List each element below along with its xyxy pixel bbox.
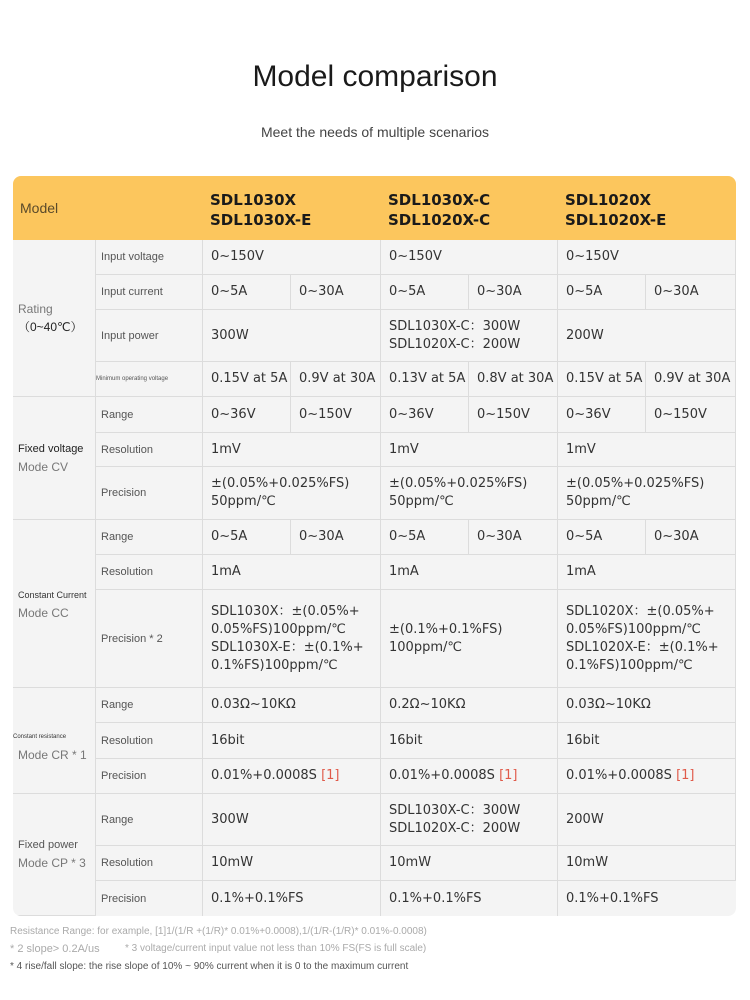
cell-cp-precision-b: 0.1%+0.1%FS <box>381 881 558 916</box>
cell-input-power-c: 200W <box>558 310 736 362</box>
row-label-cp-resolution: Resolution <box>96 846 203 881</box>
table-header <box>13 176 736 240</box>
cell-cv-range-c2: 0~150V <box>646 397 736 433</box>
cv-cat-line1: Fixed voltage <box>18 443 84 455</box>
cell-input-voltage-c: 0~150V <box>558 240 736 275</box>
cell-cv-range-a1: 0~36V <box>203 397 291 433</box>
cell-cv-precision-b: ±(0.05%+0.025%FS) 50ppm/℃ <box>381 467 558 520</box>
footnote-3: * 3 voltage/current input value not less than 10% FS(FS is full scale) <box>125 943 427 954</box>
cell-cp-range-c: 200W <box>558 794 736 846</box>
footnote-2: * 2 slope> 0.2A/us <box>10 943 100 955</box>
model-3-line2: SDL1020X-E <box>565 211 667 229</box>
cp-cat-line1: Fixed power <box>18 839 78 851</box>
cell-cc-precision-b: ±(0.1%+0.1%FS) 100ppm/℃ <box>381 590 558 688</box>
model-2-line1: SDL1030X-C <box>388 191 491 209</box>
cell-cr-range-c: 0.03Ω~10KΩ <box>558 688 736 723</box>
row-label-cr-precision: Precision <box>96 759 203 794</box>
cell-cr-resolution-b: 16bit <box>381 723 558 759</box>
cp-cat-line2: Mode CP * 3 <box>18 856 86 870</box>
cell-cc-precision-c: SDL1020X：±(0.05%+ 0.05%FS)100ppm/℃ SDL1020X-E：±(0.1%+ 0.1%FS)100ppm/℃ <box>558 590 736 688</box>
row-label-input-current: Input current <box>96 275 203 310</box>
category-cv <box>13 397 96 520</box>
cell-cc-precision-a: SDL1030X：±(0.05%+ 0.05%FS)100ppm/℃ SDL1030X-E：±(0.1%+ 0.1%FS)100ppm/℃ <box>203 590 381 688</box>
comparison-table <box>13 176 736 916</box>
category-cc <box>13 520 96 688</box>
row-label-cp-range: Range <box>96 794 203 846</box>
model-1-line2: SDL1030X-E <box>210 211 312 229</box>
category-cr <box>13 688 96 794</box>
cell-input-power-b: SDL1030X-C：300W SDL1020X-C：200W <box>381 310 558 362</box>
model-1-line1: SDL1030X <box>210 191 297 209</box>
cr-precision-b-value: 0.01%+0.0008S <box>389 768 495 783</box>
rating-cat-line2: （0~40℃） <box>18 320 83 334</box>
row-label-cv-resolution: Resolution <box>96 433 203 467</box>
row-label-cc-range: Range <box>96 520 203 555</box>
cell-cr-range-a: 0.03Ω~10KΩ <box>203 688 381 723</box>
cell-input-current-a1: 0~5A <box>203 275 291 310</box>
row-label-input-voltage: Input voltage <box>96 240 203 275</box>
rating-cat-line1: Rating <box>18 302 53 316</box>
category-cp <box>13 794 96 916</box>
header-model-2 <box>388 190 490 230</box>
row-label-cp-precision: Precision <box>96 881 203 916</box>
cell-cv-resolution-b: 1mV <box>381 433 558 467</box>
cell-cc-range-c1: 0~5A <box>558 520 646 555</box>
cell-input-current-c2: 0~30A <box>646 275 736 310</box>
model-2-line2: SDL1020X-C <box>388 211 491 229</box>
cell-cr-resolution-c: 16bit <box>558 723 736 759</box>
row-label-cc-precision: Precision * 2 <box>96 590 203 688</box>
cell-cc-range-a2: 0~30A <box>291 520 381 555</box>
row-label-cv-precision: Precision <box>96 467 203 520</box>
cv-cat-line2: Mode CV <box>18 460 69 474</box>
cell-cp-range-a: 300W <box>203 794 381 846</box>
page-subtitle: Meet the needs of multiple scenarios <box>260 124 489 140</box>
cell-cc-resolution-c: 1mA <box>558 555 736 590</box>
cr-precision-c-value: 0.01%+0.0008S <box>566 768 672 783</box>
cell-cc-range-b1: 0~5A <box>381 520 469 555</box>
category-rating <box>13 240 96 397</box>
footnote-4: * 4 rise/fall slope: the rise slope of 10% ~ 90% current when it is 0 to the maximum current <box>10 961 409 972</box>
cell-input-current-a2: 0~30A <box>291 275 381 310</box>
cell-cr-range-b: 0.2Ω~10KΩ <box>381 688 558 723</box>
cell-cv-resolution-c: 1mV <box>558 433 736 467</box>
cc-cat-line1: Constant Current <box>18 589 87 600</box>
cr-precision-a-value: 0.01%+0.0008S <box>211 768 317 783</box>
row-label-cr-range: Range <box>96 688 203 723</box>
cc-cat-line2: Mode CC <box>18 605 69 620</box>
cell-cp-range-b: SDL1030X-C：300W SDL1020X-C：200W <box>381 794 558 846</box>
cell-cc-range-a1: 0~5A <box>203 520 291 555</box>
cell-cv-precision-a: ±(0.05%+0.025%FS) 50ppm/℃ <box>203 467 381 520</box>
cell-input-voltage-a: 0~150V <box>203 240 381 275</box>
model-3-line1: SDL1020X <box>565 191 652 209</box>
row-label-min-voltage: Minimum operating voltage <box>96 362 203 397</box>
cell-cp-precision-a: 0.1%+0.1%FS <box>203 881 381 916</box>
footnote-ref-1: [1] <box>676 768 695 783</box>
row-label-input-power: Input power <box>96 310 203 362</box>
cell-min-voltage-a2: 0.9V at 30A <box>291 362 381 397</box>
cell-cp-resolution-c: 10mW <box>558 846 736 881</box>
cell-min-voltage-b1: 0.13V at 5A <box>381 362 469 397</box>
cell-cv-range-b1: 0~36V <box>381 397 469 433</box>
header-model-3 <box>565 190 666 230</box>
cell-cc-range-c2: 0~30A <box>646 520 736 555</box>
cell-input-power-a: 300W <box>203 310 381 362</box>
cell-cc-range-b2: 0~30A <box>469 520 558 555</box>
cell-min-voltage-c2: 0.9V at 30A <box>646 362 736 397</box>
footnote-1: Resistance Range: for example, [1]1/(1/R +(1/R)* 0.01%+0.0008),1/(1/R-(1/R)* 0.01%-0.0008) <box>10 926 427 937</box>
cell-cr-resolution-a: 16bit <box>203 723 381 759</box>
cell-min-voltage-c1: 0.15V at 5A <box>558 362 646 397</box>
cell-input-current-c1: 0~5A <box>558 275 646 310</box>
header-model-label: Model <box>20 200 59 216</box>
cell-cv-range-c1: 0~36V <box>558 397 646 433</box>
cell-min-voltage-a1: 0.15V at 5A <box>203 362 291 397</box>
cell-cv-range-a2: 0~150V <box>291 397 381 433</box>
row-label-cv-range: Range <box>96 397 203 433</box>
cell-cp-resolution-b: 10mW <box>381 846 558 881</box>
cell-cp-resolution-a: 10mW <box>203 846 381 881</box>
cell-input-current-b1: 0~5A <box>381 275 469 310</box>
cell-cv-resolution-a: 1mV <box>203 433 381 467</box>
cell-cv-precision-c: ±(0.05%+0.025%FS) 50ppm/℃ <box>558 467 736 520</box>
row-label-cc-resolution: Resolution <box>96 555 203 590</box>
cell-min-voltage-b2: 0.8V at 30A <box>469 362 558 397</box>
cell-cr-precision-a <box>203 759 381 794</box>
cell-cp-precision-c: 0.1%+0.1%FS <box>566 890 659 906</box>
footnote-ref-1: [1] <box>499 768 518 783</box>
cell-cr-precision-b <box>381 759 558 794</box>
cell-cc-resolution-a: 1mA <box>203 555 381 590</box>
row-label-cr-resolution: Resolution <box>96 723 203 759</box>
page-title: Model comparison <box>252 60 498 93</box>
cell-cc-resolution-b: 1mA <box>381 555 558 590</box>
cell-input-voltage-b: 0~150V <box>381 240 558 275</box>
cell-input-current-b2: 0~30A <box>469 275 558 310</box>
cell-cr-precision-c <box>558 759 736 794</box>
footnote-ref-1: [1] <box>321 768 340 783</box>
header-model-1 <box>210 190 311 230</box>
cell-cv-range-b2: 0~150V <box>469 397 558 433</box>
cr-cat-line2: Mode CR * 1 <box>18 748 87 762</box>
cr-cat-line1: Constant resistance <box>13 734 67 740</box>
